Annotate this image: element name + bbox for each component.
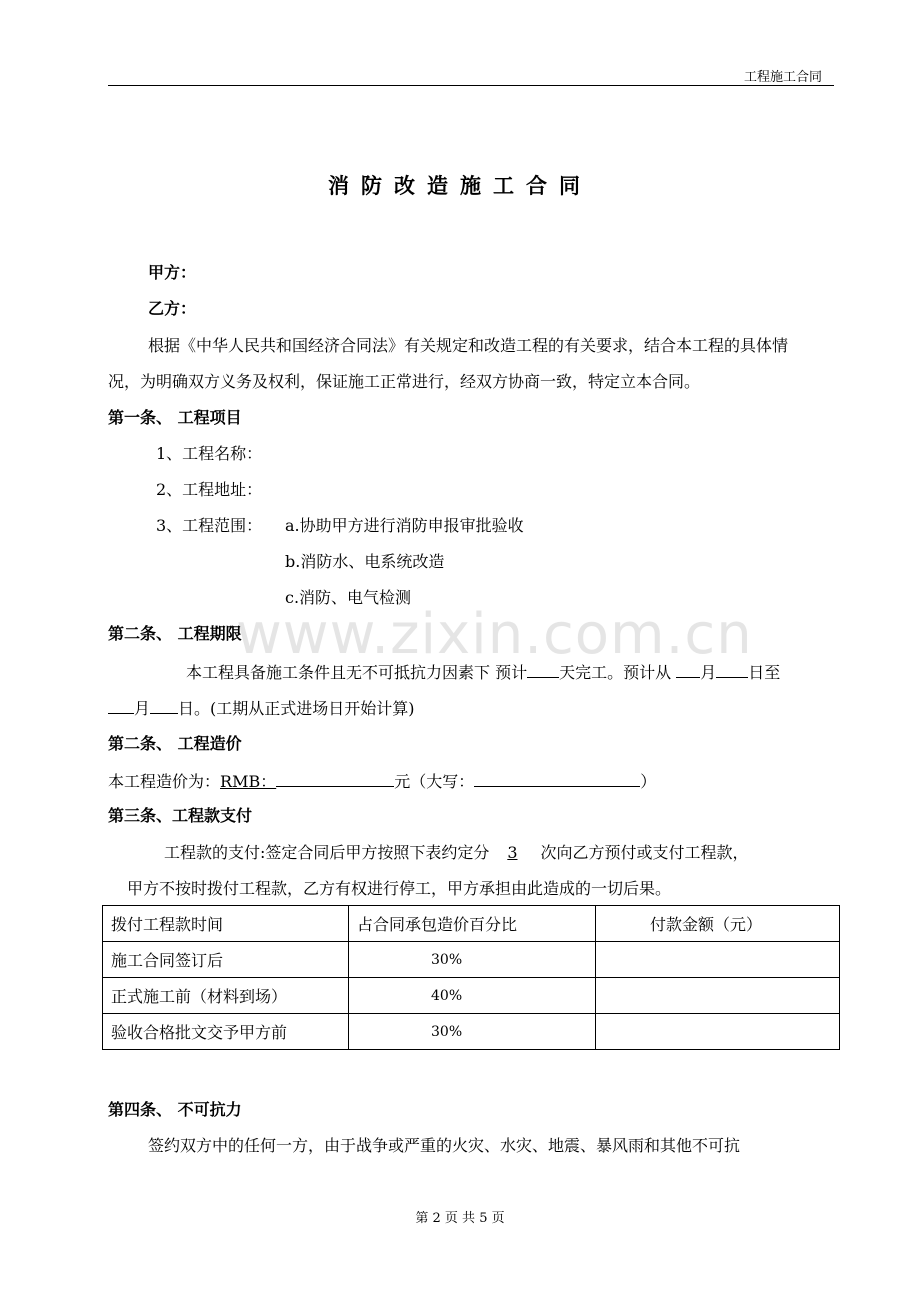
duration-text-c: 月 — [700, 663, 717, 682]
party-a-label: 甲方： — [148, 263, 197, 282]
cell-amount[interactable] — [596, 978, 840, 1014]
page-footer: 第 2 页 共 5 页 — [415, 1211, 505, 1226]
payment-text-a: 工程款的支付:签定合同后甲方按照下表约定分 — [164, 843, 490, 862]
payment-line-2: 甲方不按时拨付工程款，乙方有权进行停工，甲方承担由此造成的一切后果。 — [127, 879, 672, 898]
cost-line — [108, 770, 656, 792]
cell-percent: 30% — [349, 942, 596, 978]
duration-text-f: 日。(工期从正式进场日开始计算) — [178, 699, 415, 718]
duration-text-d: 日至 — [748, 663, 781, 682]
preamble-line-1: 根据《中华人民共和国经济合同法》有关规定和改造工程的有关要求，结合本工程的具体情 — [148, 336, 789, 355]
cell-time: 施工合同签订后 — [103, 942, 349, 978]
cell-amount[interactable] — [596, 942, 840, 978]
payment-schedule-table — [102, 905, 840, 1050]
cost-end: ） — [640, 772, 657, 791]
cost-capital-blank[interactable] — [474, 770, 640, 787]
payment-text-b: 次向乙方预付或支付工程款， — [540, 843, 749, 862]
article-3-heading: 第三条、工程款支付 — [108, 806, 253, 825]
duration-text-e: 月 — [134, 699, 151, 718]
party-b-label: 乙方： — [148, 299, 197, 318]
payment-line-1 — [164, 843, 749, 863]
cell-percent: 30% — [349, 1014, 596, 1050]
duration-text-b: 天完工。预计从 — [559, 663, 672, 682]
start-month-blank[interactable] — [676, 661, 700, 678]
project-address-label: 2、工程地址： — [156, 480, 263, 499]
project-name-label: 1、工程名称： — [156, 444, 263, 463]
table-row — [103, 1014, 840, 1050]
running-header: 工程施工合同 — [743, 70, 822, 85]
end-month-blank[interactable] — [108, 697, 134, 714]
cell-amount[interactable] — [596, 1014, 840, 1050]
scope-item-b: b.消防水、电系统改造 — [285, 552, 445, 571]
duration-text-a: 本工程具备施工条件且无不可抵抗力因素下 预计 — [186, 663, 528, 682]
header-rule — [108, 85, 834, 86]
table-header-row — [103, 906, 840, 942]
table-row — [103, 942, 840, 978]
cost-amount-blank[interactable] — [276, 770, 394, 787]
start-day-blank[interactable] — [716, 661, 748, 678]
header-cell-time: 拨付工程款时间 — [103, 906, 349, 942]
duration-line-1 — [186, 661, 780, 683]
cost-rmb-label: RMB： — [220, 772, 277, 791]
cell-percent: 40% — [349, 978, 596, 1014]
cell-time: 正式施工前（材料到场） — [103, 978, 349, 1014]
cost-prefix: 本工程造价为： — [108, 772, 221, 791]
cost-capital-label: 元（大写： — [394, 772, 475, 791]
project-scope-label: 3、工程范围： — [156, 516, 263, 535]
cell-time: 验收合格批文交予甲方前 — [103, 1014, 349, 1050]
force-majeure-line-1: 签约双方中的任何一方，由于战争或严重的火灾、水灾、地震、暴风雨和其他不可抗 — [148, 1136, 741, 1155]
watermark: www.zixin.com.cn — [236, 602, 753, 667]
article-cost-heading: 第二条、 工程造价 — [108, 734, 242, 753]
article-1-heading: 第一条、 工程项目 — [108, 408, 242, 427]
installments-value: 3 — [507, 843, 518, 862]
scope-item-a: a.协助甲方进行消防申报审批验收 — [285, 516, 524, 535]
scope-item-c: c.消防、电气检测 — [285, 588, 412, 607]
preamble-line-2: 况，为明确双方义务及权利，保证施工正常进行，经双方协商一致，特定立本合同。 — [108, 372, 701, 391]
end-day-blank[interactable] — [150, 697, 178, 714]
header-cell-amount: 付款金额（元） — [596, 906, 840, 942]
days-blank[interactable] — [527, 661, 559, 678]
document-title: 消防改造施工合同 — [328, 174, 592, 198]
table-row — [103, 978, 840, 1014]
header-cell-percent: 占合同承包造价百分比 — [349, 906, 596, 942]
duration-line-2 — [108, 697, 415, 719]
article-2-heading: 第二条、 工程期限 — [108, 624, 242, 643]
article-4-heading: 第四条、 不可抗力 — [108, 1100, 242, 1119]
